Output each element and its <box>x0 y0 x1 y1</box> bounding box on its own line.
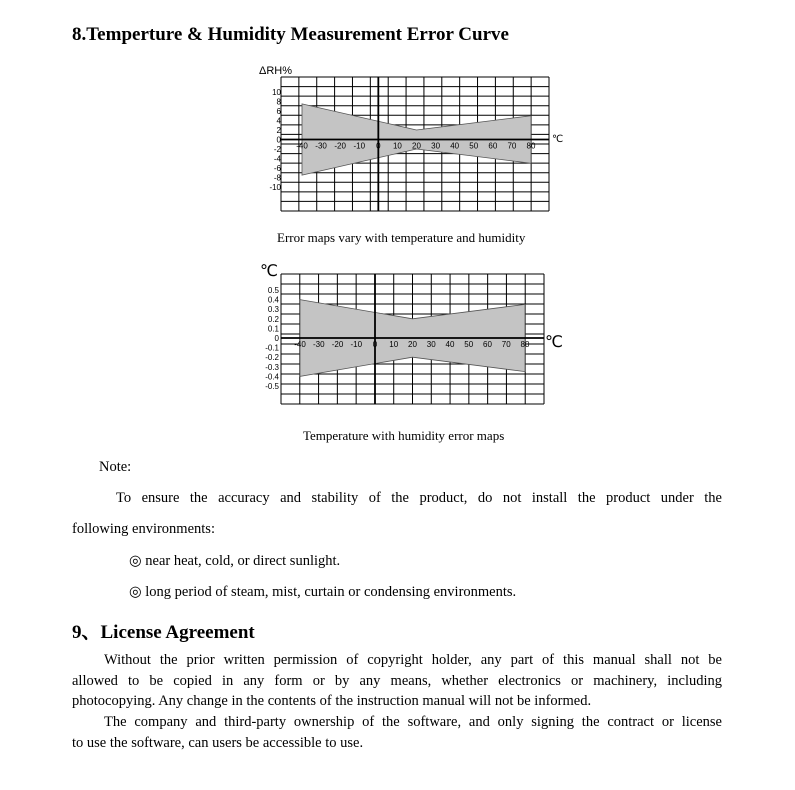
x-tick-label: 50 <box>464 340 474 349</box>
license-p1-line-2: allowed to be copied in any form or by any means, whether electronics or machinery, including <box>72 673 722 689</box>
y-tick-label: 0.2 <box>267 314 279 324</box>
y-tick-label: 0.5 <box>267 286 279 295</box>
y-tick-label: 4 <box>276 116 281 126</box>
x-tick-label: 20 <box>408 340 417 349</box>
note-item-1 <box>129 553 340 570</box>
chart1-ylabel: ΔRH% <box>259 65 293 77</box>
x-tick-label: 70 <box>501 340 511 349</box>
y-tick-label: -0.3 <box>265 362 279 372</box>
note-item-text: near heat, cold, or direct sunlight. <box>145 553 341 569</box>
chart1-yticks <box>269 88 281 192</box>
y-tick-label: -0.4 <box>265 372 279 382</box>
x-tick-label: -30 <box>315 141 327 151</box>
chart-rh-error <box>255 60 565 220</box>
x-tick-label: -30 <box>312 340 325 349</box>
x-tick-label: 70 <box>507 141 517 151</box>
license-p2-line-1: The company and third-party ownership of the software, and only signing the contract or license <box>104 714 722 730</box>
x-tick-label: 60 <box>488 141 498 151</box>
x-tick-label: -10 <box>353 141 366 151</box>
x-tick-label: 60 <box>483 340 492 349</box>
license-p2-line-2: to use the software, can users be accessible to use. <box>72 735 364 751</box>
x-tick-label: 0 <box>376 141 381 151</box>
y-tick-label: -4 <box>273 154 281 164</box>
bullet-icon: ◎ <box>129 584 142 600</box>
note-item-text: long period of steam, mist, curtain or condensing environments. <box>145 584 517 600</box>
x-tick-label: -40 <box>294 340 306 349</box>
x-tick-label: -20 <box>334 141 346 151</box>
y-tick-label: -0.5 <box>265 382 279 391</box>
x-tick-label: 80 <box>526 141 536 151</box>
y-tick-label: -0.2 <box>265 353 279 363</box>
chart2-yticks <box>265 286 279 391</box>
section8-title: 8.Temperture & Humidity Measurement Error Curve <box>72 24 509 45</box>
x-tick-label: 10 <box>392 141 402 151</box>
y-tick-label: 6 <box>276 107 281 116</box>
x-tick-label: 20 <box>412 141 421 151</box>
x-tick-label: 10 <box>389 340 399 349</box>
note-item-2 <box>129 584 516 601</box>
y-tick-label: -0.1 <box>265 343 279 353</box>
license-p1-line-1: Without the prior written permission of copyright holder, any part of this manual shall not be <box>104 652 722 668</box>
note-label: Note: <box>99 459 132 475</box>
y-tick-label: 2 <box>276 126 281 135</box>
y-tick-label: 0 <box>276 135 281 145</box>
x-tick-label: 40 <box>445 340 455 349</box>
y-tick-label: 0.4 <box>267 295 279 305</box>
note-line-2: following environments: <box>72 521 215 537</box>
license-p1-line-3: photocopying. Any change in the contents of the instruction manual will not be informed. <box>72 693 592 709</box>
x-tick-label: -40 <box>296 141 308 151</box>
y-tick-label: -8 <box>273 173 281 183</box>
x-tick-label: -10 <box>350 340 363 349</box>
x-tick-label: 0 <box>372 340 378 349</box>
y-tick-label: 0.3 <box>267 305 279 315</box>
y-tick-label: 0 <box>274 334 279 343</box>
x-tick-label: -20 <box>331 340 344 349</box>
bullet-icon: ◎ <box>129 553 142 569</box>
y-tick-label: -2 <box>273 145 281 154</box>
y-tick-label: 8 <box>276 97 281 107</box>
x-tick-label: 40 <box>450 141 460 151</box>
section9-title: 9、License Agreement <box>72 622 255 643</box>
x-tick-label: 50 <box>469 141 479 151</box>
x-tick-label: 80 <box>520 340 530 349</box>
y-tick-label: 0.1 <box>267 324 279 334</box>
x-tick-label: 30 <box>426 340 436 349</box>
chart2-unit: ℃ <box>545 334 563 351</box>
y-tick-label: -10 <box>269 183 281 192</box>
note-line-1: To ensure the accuracy and stability of the product, do not install the product under the <box>116 490 722 506</box>
chart1-caption: Error maps vary with temperature and humidity <box>277 230 526 245</box>
chart2-ylabel: ℃ <box>260 263 278 280</box>
chart-temp-error <box>255 258 575 408</box>
chart1-unit: ℃ <box>552 134 564 145</box>
chart2-caption: Temperature with humidity error maps <box>303 428 505 443</box>
x-tick-label: 30 <box>431 141 441 151</box>
y-tick-label: 10 <box>272 88 281 97</box>
y-tick-label: -6 <box>273 164 281 173</box>
